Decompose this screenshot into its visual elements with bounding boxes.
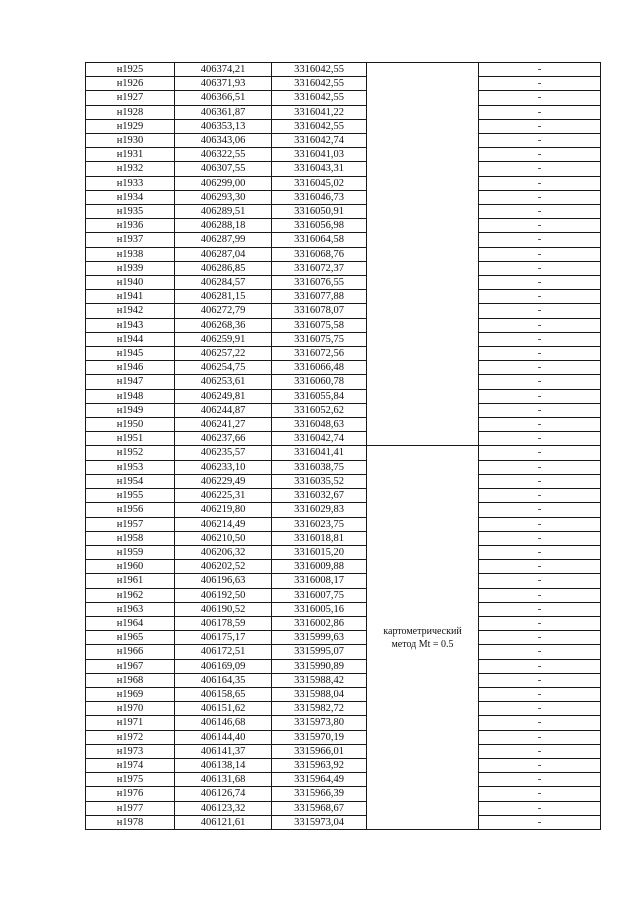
point-id-cell: н1962: [86, 588, 175, 602]
y-coordinate-cell: 3316056,98: [272, 219, 367, 233]
error-cell: -: [479, 332, 601, 346]
point-id-cell: н1945: [86, 347, 175, 361]
y-coordinate-cell: 3315968,67: [272, 801, 367, 815]
point-id-cell: н1965: [86, 631, 175, 645]
error-cell: -: [479, 758, 601, 772]
point-id-cell: н1974: [86, 758, 175, 772]
x-coordinate-cell: 406169,09: [175, 659, 272, 673]
y-coordinate-cell: 3315973,04: [272, 815, 367, 829]
y-coordinate-cell: 3315963,92: [272, 758, 367, 772]
table-row: [86, 474, 601, 488]
error-cell: -: [479, 659, 601, 673]
x-coordinate-cell: 406241,27: [175, 418, 272, 432]
y-coordinate-cell: 3316005,16: [272, 602, 367, 616]
error-cell: -: [479, 148, 601, 162]
x-coordinate-cell: 406229,49: [175, 474, 272, 488]
table-row: [86, 148, 601, 162]
table-row: [86, 361, 601, 375]
error-cell: -: [479, 91, 601, 105]
error-cell: -: [479, 176, 601, 190]
table-row: [86, 659, 601, 673]
point-id-cell: н1960: [86, 560, 175, 574]
x-coordinate-cell: 406175,17: [175, 631, 272, 645]
x-coordinate-cell: 406361,87: [175, 105, 272, 119]
error-cell: -: [479, 446, 601, 460]
point-id-cell: н1958: [86, 531, 175, 545]
point-id-cell: н1969: [86, 687, 175, 701]
x-coordinate-cell: 406225,31: [175, 489, 272, 503]
y-coordinate-cell: 3315973,80: [272, 716, 367, 730]
x-coordinate-cell: 406237,66: [175, 432, 272, 446]
x-coordinate-cell: 406123,32: [175, 801, 272, 815]
table-row: [86, 531, 601, 545]
error-cell: -: [479, 517, 601, 531]
point-id-cell: н1929: [86, 119, 175, 133]
y-coordinate-cell: 3316035,52: [272, 474, 367, 488]
table-row: [86, 744, 601, 758]
table-row: [86, 616, 601, 630]
y-coordinate-cell: 3316078,07: [272, 304, 367, 318]
error-cell: -: [479, 645, 601, 659]
table-row: [86, 347, 601, 361]
table-row: [86, 176, 601, 190]
error-cell: -: [479, 205, 601, 219]
table-row: [86, 602, 601, 616]
error-cell: -: [479, 403, 601, 417]
error-cell: -: [479, 730, 601, 744]
x-coordinate-cell: 406343,06: [175, 134, 272, 148]
error-cell: -: [479, 134, 601, 148]
point-id-cell: н1975: [86, 773, 175, 787]
error-cell: -: [479, 77, 601, 91]
error-cell: -: [479, 489, 601, 503]
point-id-cell: н1947: [86, 375, 175, 389]
x-coordinate-cell: 406151,62: [175, 702, 272, 716]
table-row: [86, 375, 601, 389]
method-cell: [367, 446, 479, 829]
error-cell: -: [479, 63, 601, 77]
x-coordinate-cell: 406253,61: [175, 375, 272, 389]
x-coordinate-cell: 406268,36: [175, 318, 272, 332]
point-id-cell: н1925: [86, 63, 175, 77]
x-coordinate-cell: 406289,51: [175, 205, 272, 219]
y-coordinate-cell: 3316042,55: [272, 91, 367, 105]
point-id-cell: н1937: [86, 233, 175, 247]
x-coordinate-cell: 406214,49: [175, 517, 272, 531]
y-coordinate-cell: 3316055,84: [272, 389, 367, 403]
error-cell: -: [479, 190, 601, 204]
point-id-cell: н1951: [86, 432, 175, 446]
point-id-cell: н1941: [86, 290, 175, 304]
point-id-cell: н1957: [86, 517, 175, 531]
y-coordinate-cell: 3315982,72: [272, 702, 367, 716]
y-coordinate-cell: 3316048,63: [272, 418, 367, 432]
table-row: [86, 588, 601, 602]
x-coordinate-cell: 406244,87: [175, 403, 272, 417]
error-cell: -: [479, 361, 601, 375]
y-coordinate-cell: 3316042,74: [272, 432, 367, 446]
y-coordinate-cell: 3316066,48: [272, 361, 367, 375]
error-cell: -: [479, 773, 601, 787]
error-cell: -: [479, 631, 601, 645]
table-row: [86, 432, 601, 446]
table-row: [86, 645, 601, 659]
table-row: [86, 460, 601, 474]
error-cell: -: [479, 602, 601, 616]
y-coordinate-cell: 3316076,55: [272, 276, 367, 290]
error-cell: -: [479, 716, 601, 730]
y-coordinate-cell: 3315964,49: [272, 773, 367, 787]
y-coordinate-cell: 3316041,03: [272, 148, 367, 162]
error-cell: -: [479, 219, 601, 233]
table-row: [86, 673, 601, 687]
table-row: [86, 403, 601, 417]
coordinates-table: [85, 62, 601, 830]
error-cell: -: [479, 616, 601, 630]
x-coordinate-cell: 406286,85: [175, 261, 272, 275]
table-row: [86, 304, 601, 318]
error-cell: -: [479, 588, 601, 602]
y-coordinate-cell: 3315966,39: [272, 787, 367, 801]
x-coordinate-cell: 406235,57: [175, 446, 272, 460]
table-row: [86, 261, 601, 275]
y-coordinate-cell: 3315995,07: [272, 645, 367, 659]
table-row: [86, 687, 601, 701]
error-cell: -: [479, 105, 601, 119]
error-cell: -: [479, 744, 601, 758]
x-coordinate-cell: 406144,40: [175, 730, 272, 744]
table-row: [86, 119, 601, 133]
point-id-cell: н1944: [86, 332, 175, 346]
table-row: [86, 290, 601, 304]
x-coordinate-cell: 406371,93: [175, 77, 272, 91]
y-coordinate-cell: 3316075,58: [272, 318, 367, 332]
y-coordinate-cell: 3316007,75: [272, 588, 367, 602]
y-coordinate-cell: 3316032,67: [272, 489, 367, 503]
error-cell: -: [479, 418, 601, 432]
y-coordinate-cell: 3316015,20: [272, 545, 367, 559]
error-cell: -: [479, 687, 601, 701]
x-coordinate-cell: 406233,10: [175, 460, 272, 474]
y-coordinate-cell: 3316002,86: [272, 616, 367, 630]
point-id-cell: н1927: [86, 91, 175, 105]
x-coordinate-cell: 406146,68: [175, 716, 272, 730]
table-row: [86, 758, 601, 772]
table-row: [86, 91, 601, 105]
point-id-cell: н1949: [86, 403, 175, 417]
error-cell: -: [479, 290, 601, 304]
point-id-cell: н1956: [86, 503, 175, 517]
point-id-cell: н1964: [86, 616, 175, 630]
y-coordinate-cell: 3316041,41: [272, 446, 367, 460]
point-id-cell: н1935: [86, 205, 175, 219]
point-id-cell: н1936: [86, 219, 175, 233]
table-row: [86, 190, 601, 204]
y-coordinate-cell: 3316052,62: [272, 403, 367, 417]
y-coordinate-cell: 3316029,83: [272, 503, 367, 517]
y-coordinate-cell: 3316018,81: [272, 531, 367, 545]
table-row: [86, 560, 601, 574]
point-id-cell: н1959: [86, 545, 175, 559]
y-coordinate-cell: 3316009,88: [272, 560, 367, 574]
point-id-cell: н1926: [86, 77, 175, 91]
y-coordinate-cell: 3316072,56: [272, 347, 367, 361]
point-id-cell: н1970: [86, 702, 175, 716]
table-row: [86, 418, 601, 432]
y-coordinate-cell: 3316042,55: [272, 63, 367, 77]
x-coordinate-cell: 406210,50: [175, 531, 272, 545]
table-row: [86, 730, 601, 744]
table-row: [86, 219, 601, 233]
x-coordinate-cell: 406254,75: [175, 361, 272, 375]
table-row: [86, 205, 601, 219]
x-coordinate-cell: 406284,57: [175, 276, 272, 290]
x-coordinate-cell: 406287,99: [175, 233, 272, 247]
table-row: [86, 332, 601, 346]
y-coordinate-cell: 3316043,31: [272, 162, 367, 176]
x-coordinate-cell: 406172,51: [175, 645, 272, 659]
table-row: [86, 162, 601, 176]
error-cell: -: [479, 531, 601, 545]
y-coordinate-cell: 3316042,55: [272, 119, 367, 133]
point-id-cell: н1930: [86, 134, 175, 148]
table-row: [86, 233, 601, 247]
error-cell: -: [479, 375, 601, 389]
table-row: [86, 545, 601, 559]
table-row: [86, 247, 601, 261]
table-row: [86, 574, 601, 588]
y-coordinate-cell: 3315970,19: [272, 730, 367, 744]
y-coordinate-cell: 3316077,88: [272, 290, 367, 304]
point-id-cell: н1948: [86, 389, 175, 403]
x-coordinate-cell: 406353,13: [175, 119, 272, 133]
error-cell: -: [479, 119, 601, 133]
table-row: [86, 134, 601, 148]
x-coordinate-cell: 406190,52: [175, 602, 272, 616]
y-coordinate-cell: 3316023,75: [272, 517, 367, 531]
table-row: [86, 773, 601, 787]
method-accuracy: метод Mt = 0.5: [391, 638, 454, 650]
table-row: [86, 503, 601, 517]
x-coordinate-cell: 406219,80: [175, 503, 272, 517]
x-coordinate-cell: 406138,14: [175, 758, 272, 772]
point-id-cell: н1961: [86, 574, 175, 588]
table-row: [86, 318, 601, 332]
y-coordinate-cell: 3316050,91: [272, 205, 367, 219]
x-coordinate-cell: 406293,30: [175, 190, 272, 204]
x-coordinate-cell: 406202,52: [175, 560, 272, 574]
x-coordinate-cell: 406272,79: [175, 304, 272, 318]
error-cell: -: [479, 276, 601, 290]
y-coordinate-cell: 3316038,75: [272, 460, 367, 474]
point-id-cell: н1976: [86, 787, 175, 801]
point-id-cell: н1933: [86, 176, 175, 190]
error-cell: -: [479, 233, 601, 247]
error-cell: -: [479, 787, 601, 801]
point-id-cell: н1932: [86, 162, 175, 176]
table-row: [86, 446, 601, 460]
error-cell: -: [479, 318, 601, 332]
error-cell: -: [479, 460, 601, 474]
x-coordinate-cell: 406259,91: [175, 332, 272, 346]
x-coordinate-cell: 406299,00: [175, 176, 272, 190]
point-id-cell: н1934: [86, 190, 175, 204]
y-coordinate-cell: 3316060,78: [272, 375, 367, 389]
x-coordinate-cell: 406164,35: [175, 673, 272, 687]
y-coordinate-cell: 3316068,76: [272, 247, 367, 261]
y-coordinate-cell: 3316042,74: [272, 134, 367, 148]
error-cell: -: [479, 389, 601, 403]
error-cell: -: [479, 474, 601, 488]
point-id-cell: н1950: [86, 418, 175, 432]
point-id-cell: н1939: [86, 261, 175, 275]
table-row: [86, 77, 601, 91]
x-coordinate-cell: 406206,32: [175, 545, 272, 559]
point-id-cell: н1971: [86, 716, 175, 730]
error-cell: -: [479, 432, 601, 446]
table-row: [86, 631, 601, 645]
table-row: [86, 63, 601, 77]
point-id-cell: н1928: [86, 105, 175, 119]
point-id-cell: н1963: [86, 602, 175, 616]
point-id-cell: н1978: [86, 815, 175, 829]
y-coordinate-cell: 3316064,58: [272, 233, 367, 247]
error-cell: -: [479, 261, 601, 275]
error-cell: -: [479, 815, 601, 829]
coordinates-table-body: [86, 63, 601, 830]
table-row: [86, 517, 601, 531]
x-coordinate-cell: 406141,37: [175, 744, 272, 758]
x-coordinate-cell: 406131,68: [175, 773, 272, 787]
y-coordinate-cell: 3316045,02: [272, 176, 367, 190]
point-id-cell: н1938: [86, 247, 175, 261]
y-coordinate-cell: 3315966,01: [272, 744, 367, 758]
x-coordinate-cell: 406249,81: [175, 389, 272, 403]
point-id-cell: н1977: [86, 801, 175, 815]
point-id-cell: н1946: [86, 361, 175, 375]
table-row: [86, 702, 601, 716]
table-row: [86, 105, 601, 119]
table-row: [86, 815, 601, 829]
table-row: [86, 276, 601, 290]
method-cell-upper: [367, 63, 479, 446]
point-id-cell: н1973: [86, 744, 175, 758]
point-id-cell: н1942: [86, 304, 175, 318]
y-coordinate-cell: 3316046,73: [272, 190, 367, 204]
point-id-cell: н1966: [86, 645, 175, 659]
point-id-cell: н1955: [86, 489, 175, 503]
y-coordinate-cell: 3315988,04: [272, 687, 367, 701]
error-cell: -: [479, 801, 601, 815]
x-coordinate-cell: 406192,50: [175, 588, 272, 602]
error-cell: -: [479, 304, 601, 318]
point-id-cell: н1972: [86, 730, 175, 744]
y-coordinate-cell: 3316075,75: [272, 332, 367, 346]
point-id-cell: н1967: [86, 659, 175, 673]
x-coordinate-cell: 406322,55: [175, 148, 272, 162]
x-coordinate-cell: 406288,18: [175, 219, 272, 233]
y-coordinate-cell: 3316042,55: [272, 77, 367, 91]
x-coordinate-cell: 406178,59: [175, 616, 272, 630]
error-cell: -: [479, 503, 601, 517]
y-coordinate-cell: 3315990,89: [272, 659, 367, 673]
point-id-cell: н1943: [86, 318, 175, 332]
point-id-cell: н1931: [86, 148, 175, 162]
point-id-cell: н1952: [86, 446, 175, 460]
error-cell: -: [479, 673, 601, 687]
error-cell: -: [479, 545, 601, 559]
table-row: [86, 389, 601, 403]
x-coordinate-cell: 406307,55: [175, 162, 272, 176]
x-coordinate-cell: 406158,65: [175, 687, 272, 701]
table-row: [86, 489, 601, 503]
x-coordinate-cell: 406196,63: [175, 574, 272, 588]
method-name: картометрический: [383, 625, 462, 637]
error-cell: -: [479, 574, 601, 588]
error-cell: -: [479, 347, 601, 361]
point-id-cell: н1953: [86, 460, 175, 474]
y-coordinate-cell: 3316041,22: [272, 105, 367, 119]
x-coordinate-cell: 406257,22: [175, 347, 272, 361]
x-coordinate-cell: 406121,61: [175, 815, 272, 829]
y-coordinate-cell: 3316072,37: [272, 261, 367, 275]
x-coordinate-cell: 406366,51: [175, 91, 272, 105]
point-id-cell: н1968: [86, 673, 175, 687]
table-row: [86, 787, 601, 801]
error-cell: -: [479, 560, 601, 574]
y-coordinate-cell: 3315999,63: [272, 631, 367, 645]
x-coordinate-cell: 406281,15: [175, 290, 272, 304]
x-coordinate-cell: 406374,21: [175, 63, 272, 77]
error-cell: -: [479, 247, 601, 261]
error-cell: -: [479, 702, 601, 716]
error-cell: -: [479, 162, 601, 176]
table-row: [86, 801, 601, 815]
y-coordinate-cell: 3316008,17: [272, 574, 367, 588]
point-id-cell: н1954: [86, 474, 175, 488]
x-coordinate-cell: 406126,74: [175, 787, 272, 801]
x-coordinate-cell: 406287,04: [175, 247, 272, 261]
point-id-cell: н1940: [86, 276, 175, 290]
table-row: [86, 716, 601, 730]
y-coordinate-cell: 3315988,42: [272, 673, 367, 687]
